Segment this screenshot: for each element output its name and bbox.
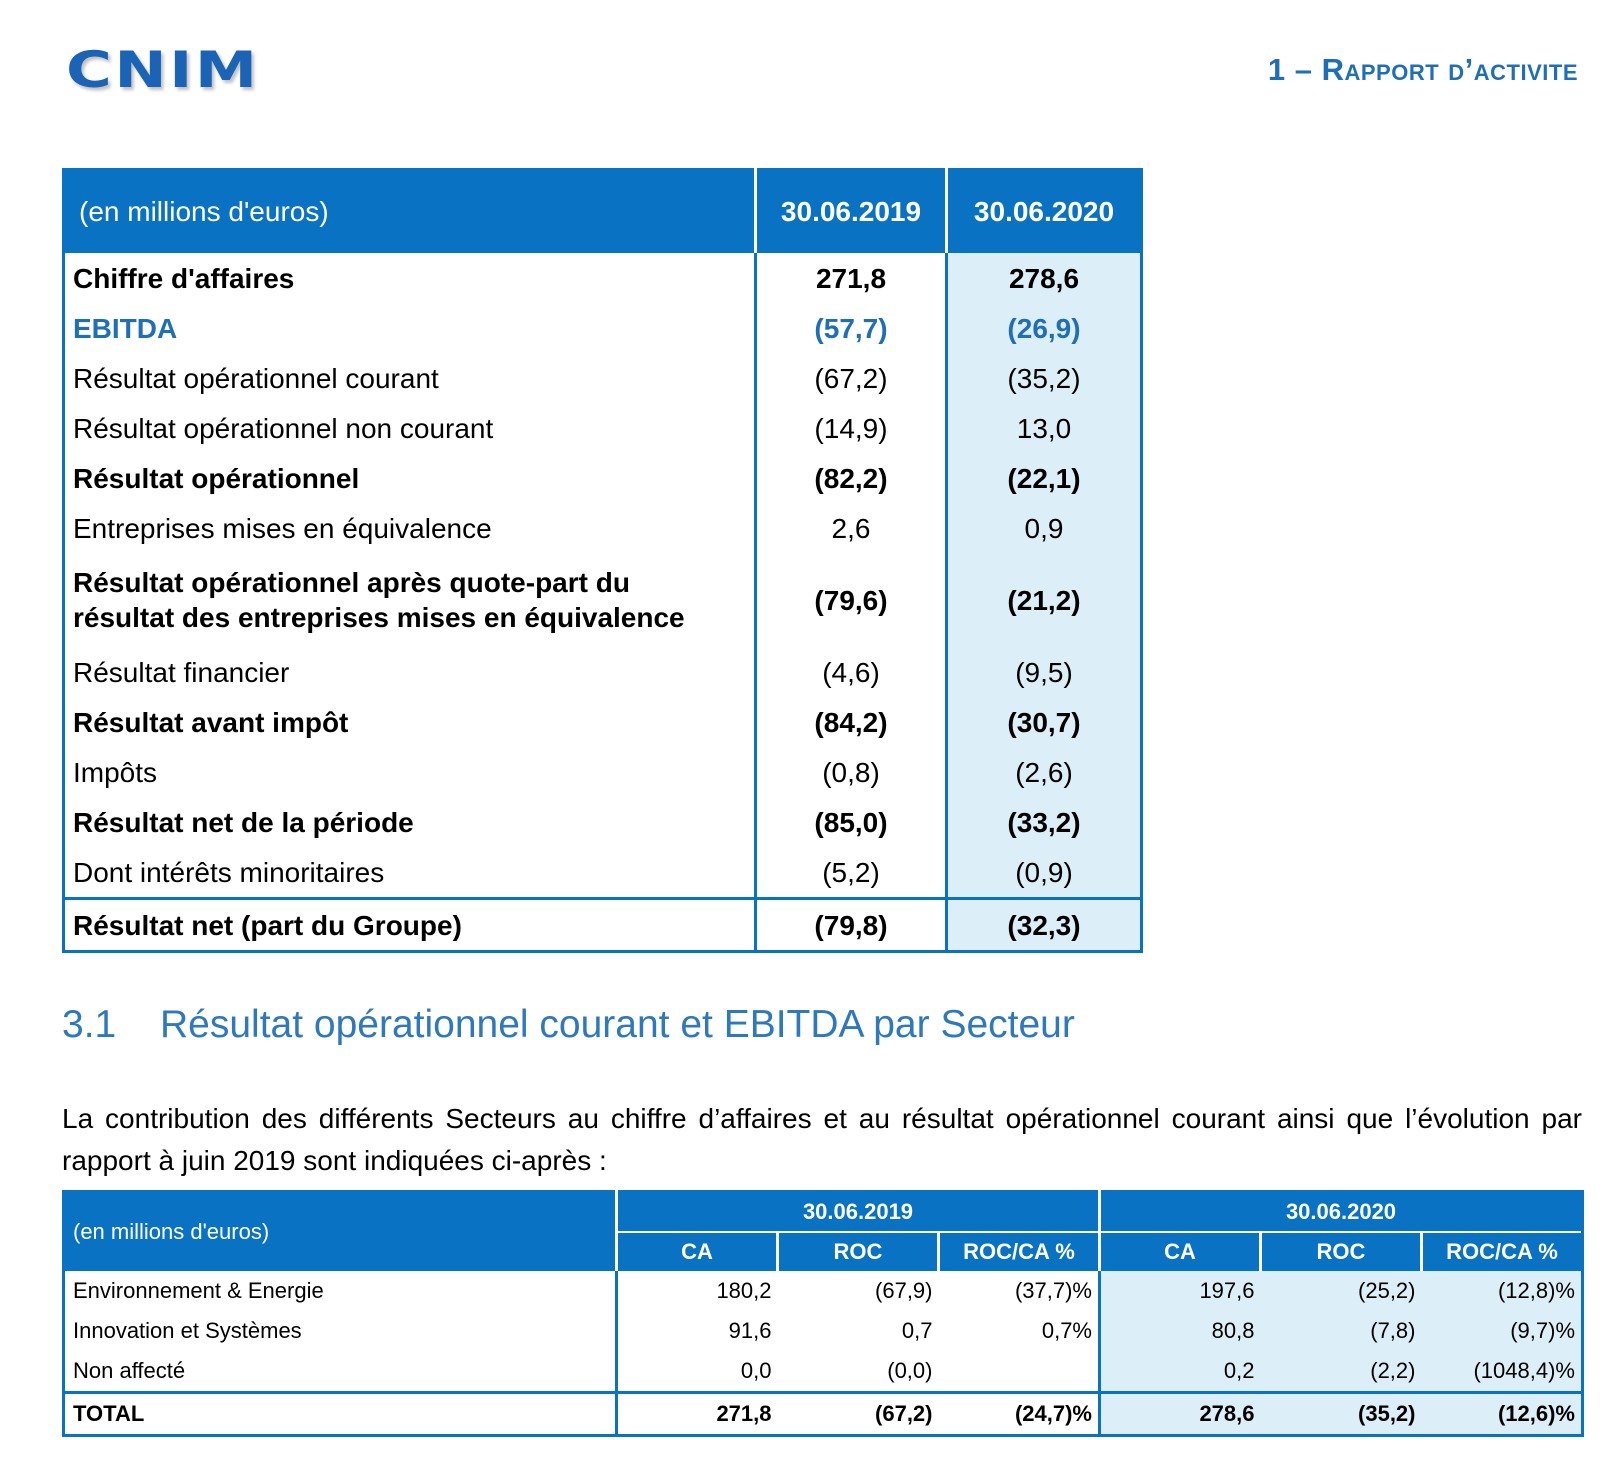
header-year-2019: 30.06.2019 (756, 170, 947, 254)
subheader-ca-2020: CA (1100, 1232, 1261, 1271)
table-row (64, 403, 1142, 453)
table-row (64, 303, 1142, 353)
table-row (64, 1311, 1583, 1351)
header-unit-label: (en millions d'euros) (64, 170, 756, 254)
roc-ca-2020: (9,7)% (1422, 1311, 1583, 1351)
table-header-row (64, 170, 1142, 254)
roc-2020: (2,2) (1261, 1351, 1422, 1393)
ca-2020: 197,6 (1100, 1271, 1261, 1311)
value-2020: (9,5) (947, 647, 1142, 697)
roc-2019: 0,7 (901, 1318, 933, 1343)
table-header-row (64, 1192, 1583, 1233)
value-2019: (82,2) (756, 453, 947, 503)
body-paragraph: La contribution des différents Secteurs au chiffre d’affaires et au résultat opérationnel courant ainsi que l’évolution par rapport à juin 2019 sont indiquées ci-après : (62, 1103, 1582, 1176)
roc-ca-2020: (1048,4)% (1422, 1351, 1583, 1393)
row-label-multiline (64, 553, 756, 647)
roc-2020: (25,2) (1261, 1271, 1422, 1311)
row-label: Résultat opérationnel (73, 462, 360, 494)
section-title: Résultat opérationnel courant et EBITDA par Secteur (160, 1003, 1075, 1046)
key-figures-table-container (62, 168, 1140, 953)
row-label: Dont intérêts minoritaires (73, 856, 385, 888)
row-label: Non affecté (73, 1358, 186, 1383)
value-2020: (21,2) (947, 553, 1142, 647)
ca-2019: 0,0 (617, 1351, 778, 1393)
row-label: EBITDA (73, 312, 178, 344)
company-logo (66, 41, 260, 99)
value-2019: (4,6) (756, 647, 947, 697)
roc-2020: (7,8) (1261, 1311, 1422, 1351)
table-row (64, 847, 1142, 899)
row-label: Innovation et Systèmes (73, 1318, 302, 1343)
table-row (64, 1351, 1583, 1393)
roc-ca-2020: (12,6)% (1422, 1393, 1583, 1436)
row-label: Impôts (73, 756, 158, 788)
table-row (64, 1271, 1583, 1311)
value-2020: 13,0 (947, 403, 1142, 453)
value-2019: (14,9) (756, 403, 947, 453)
section-heading (62, 1003, 1075, 1047)
table-row (64, 503, 1142, 553)
segment-table-container (62, 1190, 1582, 1437)
row-label: Résultat opérationnel non courant (73, 412, 494, 444)
roc-2020: (35,2) (1261, 1393, 1422, 1436)
header-unit-label: (en millions d'euros) (64, 1192, 617, 1272)
ca-2020: 0,2 (1100, 1351, 1261, 1393)
roc-ca-2019 (939, 1351, 1100, 1393)
value-2019: (84,2) (756, 697, 947, 747)
table-row (64, 797, 1142, 847)
value-2020: (26,9) (947, 303, 1142, 353)
value-2020: 0,9 (947, 503, 1142, 553)
row-label: Résultat net de la période (73, 806, 414, 838)
value-2020: (30,7) (947, 697, 1142, 747)
logo-text: CNIM (66, 41, 260, 99)
segment-table (62, 1190, 1584, 1437)
value-2019: (79,6) (756, 553, 947, 647)
ca-2019: 180,2 (617, 1271, 778, 1311)
row-label: Entreprises mises en équivalence (73, 512, 492, 544)
ca-2019: 271,8 (617, 1393, 778, 1436)
value-2020: (0,9) (947, 847, 1142, 899)
table-row (64, 553, 1142, 647)
header-group-2019: 30.06.2019 (617, 1192, 1100, 1233)
table-row (64, 747, 1142, 797)
value-2020: (32,3) (947, 899, 1142, 952)
table-row (64, 697, 1142, 747)
row-label: Chiffre d'affaires (73, 262, 295, 294)
value-2019: 2,6 (756, 503, 947, 553)
ca-2019: 91,6 (617, 1311, 778, 1351)
value-2020: 278,6 (947, 253, 1142, 303)
value-2020: (33,2) (947, 797, 1142, 847)
subheader-roc-2019: ROC (778, 1232, 939, 1271)
header-year-2020: 30.06.2020 (947, 170, 1142, 254)
value-2020: (22,1) (947, 453, 1142, 503)
document-section-label: 1 – Rapport d’activite (1267, 52, 1578, 87)
row-label: TOTAL (64, 1393, 617, 1436)
value-2019: (67,2) (756, 353, 947, 403)
roc-ca-2020: (12,8)% (1422, 1271, 1583, 1311)
value-2019: (0,8) (756, 747, 947, 797)
subheader-roc-2020: ROC (1261, 1232, 1422, 1271)
key-figures-table (62, 168, 1143, 953)
value-2020: (2,6) (947, 747, 1142, 797)
value-2019: (57,7) (756, 303, 947, 353)
roc-ca-2019: 0,7% (1041, 1318, 1092, 1343)
subheader-roc-ca-2019: ROC/CA % (939, 1232, 1100, 1271)
roc-2019: (67,2) (778, 1393, 939, 1436)
row-label: Environnement & Energie (73, 1278, 324, 1303)
row-label-line-2: résultat des entreprises mises en équivalence (73, 602, 685, 633)
value-2020: (35,2) (947, 353, 1142, 403)
total-row (64, 1393, 1583, 1436)
roc-ca-2019: (24,7)% (939, 1393, 1100, 1436)
ca-2020: 80,8 (1100, 1311, 1261, 1351)
subheader-ca-2019: CA (617, 1232, 778, 1271)
subheader-roc-ca-2020: ROC/CA % (1422, 1232, 1583, 1271)
table-row (64, 453, 1142, 503)
value-2019: 271,8 (756, 253, 947, 303)
total-row (64, 899, 1142, 952)
table-row (64, 353, 1142, 403)
header-group-2020: 30.06.2020 (1100, 1192, 1583, 1233)
section-number: 3.1 (62, 1003, 117, 1046)
row-label-line-1: Résultat opérationnel après quote-part du (73, 567, 630, 598)
roc-2019: (67,9) (875, 1278, 933, 1303)
table-row (64, 253, 1142, 303)
roc-2019: (0,0) (887, 1358, 933, 1383)
row-label: Résultat financier (73, 656, 290, 688)
value-2019: (85,0) (756, 797, 947, 847)
row-label: Résultat opérationnel courant (73, 362, 439, 394)
roc-ca-2019: (37,7)% (1014, 1278, 1092, 1303)
table-row (64, 647, 1142, 697)
value-2019: (5,2) (756, 847, 947, 899)
ca-2020: 278,6 (1100, 1393, 1261, 1436)
row-label: Résultat avant impôt (73, 706, 349, 738)
value-2019: (79,8) (756, 899, 947, 952)
row-label: Résultat net (part du Groupe) (64, 899, 756, 952)
